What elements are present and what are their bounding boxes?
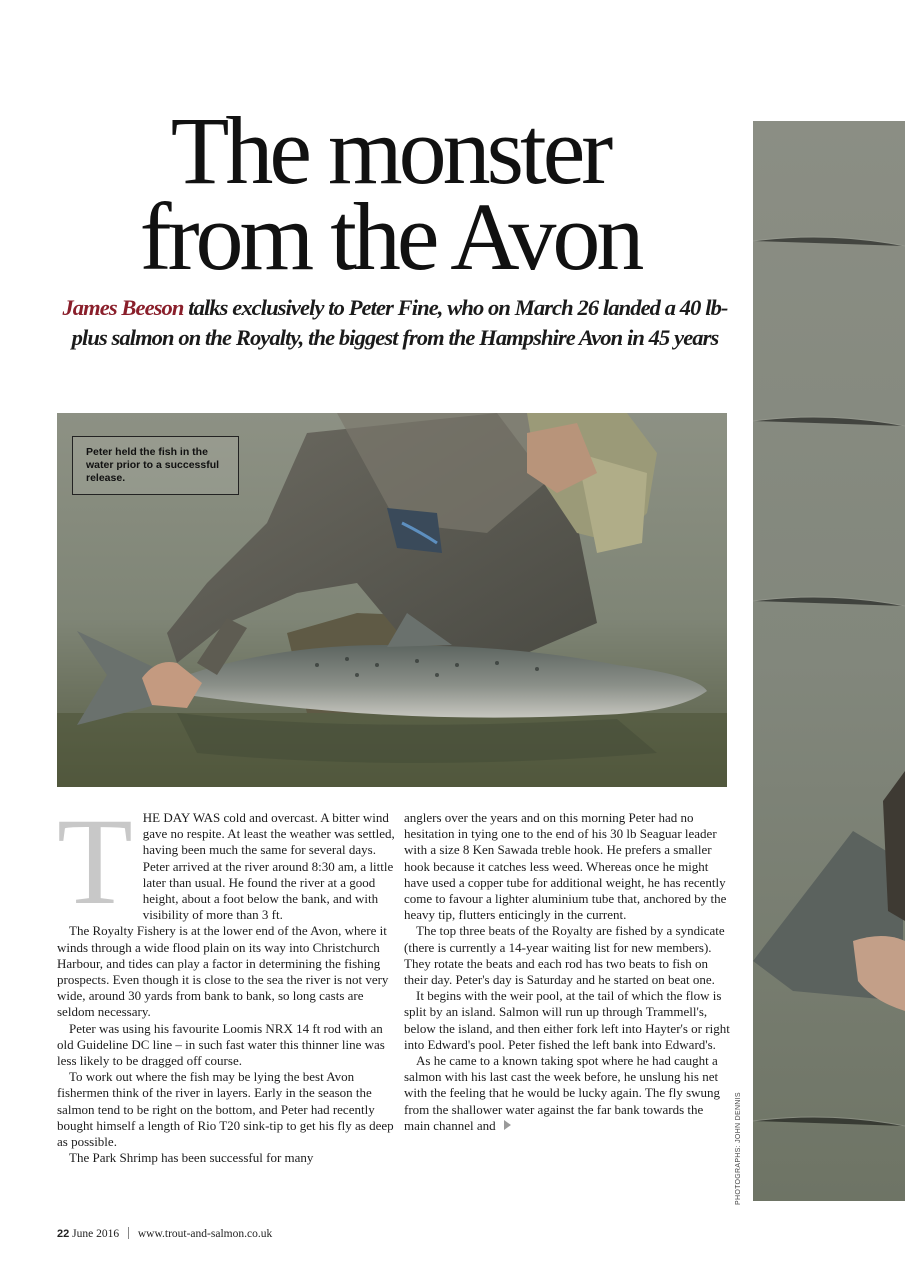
standfirst [55,293,735,353]
drop-cap: T [57,793,133,930]
paragraph-5: The Park Shrimp has been successful for many [69,1150,314,1166]
fish-tail-photo [753,121,905,1201]
issue-date: June 2016 [72,1228,120,1240]
footer-divider [128,1227,129,1239]
headline-line-2: from the Avon [139,183,641,290]
paragraph-3: Peter was using his favourite Loomis NRX 14 ft rod with an old Guideline DC line – in such fast water this thinner line was less likely to be dragged off course. [57,1020,385,1069]
author-name: James Beeson [62,295,184,320]
paragraph-8: It begins with the weir pool, at the tail of which the flow is split by an island. Salmon will run up through Trammell's, below the island, and then either fork left into Hayter's or right into Edward's pool. Peter fished the left bank into Edward's. [404,988,730,1052]
photo-caption: Peter held the fish in the water prior to a successful release. [72,436,239,495]
paragraph-7: The top three beats of the Royalty are fished by a syndicate (there is currently a 14-year waiting list for new members). They rotate the beats and each rod has two beats to fish on their day. Peter's day is Saturday and he started on beat one. [404,923,725,988]
website-url[interactable]: www.trout-and-salmon.co.uk [137,1228,273,1240]
photo-credit: PHOTOGRAPHS: JOHN DENNIS [735,1092,742,1205]
paragraph-2: The Royalty Fishery is at the lower end of the Avon, where it winds through a wide flood plain on its way into Christchurch Harbour, and tides can play a factor in determining the fishing prospects. Even though it is close to the sea the river is not very wide, around 30 yards from bank to bank, so long casts are seldom necessary. [57,923,389,1020]
page-footer [57,1227,272,1240]
article-column-1 [57,793,395,1166]
page-number: 22 [57,1228,70,1240]
paragraph-9 [404,1053,730,1134]
side-photo [753,121,905,1201]
article-column-2 [404,810,730,1134]
paragraph-9-text: As he came to a known taking spot where he had caught a salmon with his last cast the week before, he unslung his net with the feeling that he would be lucky again. The fly swung from the shallower water against the far bank towards the main channel and [404,1053,721,1133]
paragraph-4: To work out where the fish may be lying the best Avon fishermen think of the river in layers. Early in the season the salmon tend to be right on the bottom, and Peter had recently bought himself a length of Rio T20 sink-tip to get his fly as deep as possible. [57,1069,394,1150]
continue-arrow-icon [504,1120,511,1130]
paragraph-6: anglers over the years and on this morning Peter had no hesitation in tying one to the end of his 30 lb Seaguar leader with a size 8 Ken Sawada treble hook. He prefers a smaller hook because it catches less weed. Whereas once he might have used a copper tube for additional weight, he has recently come to favour a lighter aluminium tube that, anchored by the heavy tip, flutters enticingly in the current. [404,810,727,923]
headline [60,97,720,290]
paragraph-1: HE DAY WAS cold and overcast. A bitter wind gave no respite. At least the weather was settled, having been much the same for several days. Peter arrived at the river around 8:30 am, a little later than usual. He found the river at a good height, about a foot below the bank, and with visibility of more than 3 ft. [142,810,395,923]
headline-line-1: The monster [170,97,610,204]
standfirst-text: talks exclusively to Peter Fine, who on March 26 landed a 40 lb-plus salmon on the Royalty, the biggest from the Hampshire Avon in 45 years [71,295,728,350]
